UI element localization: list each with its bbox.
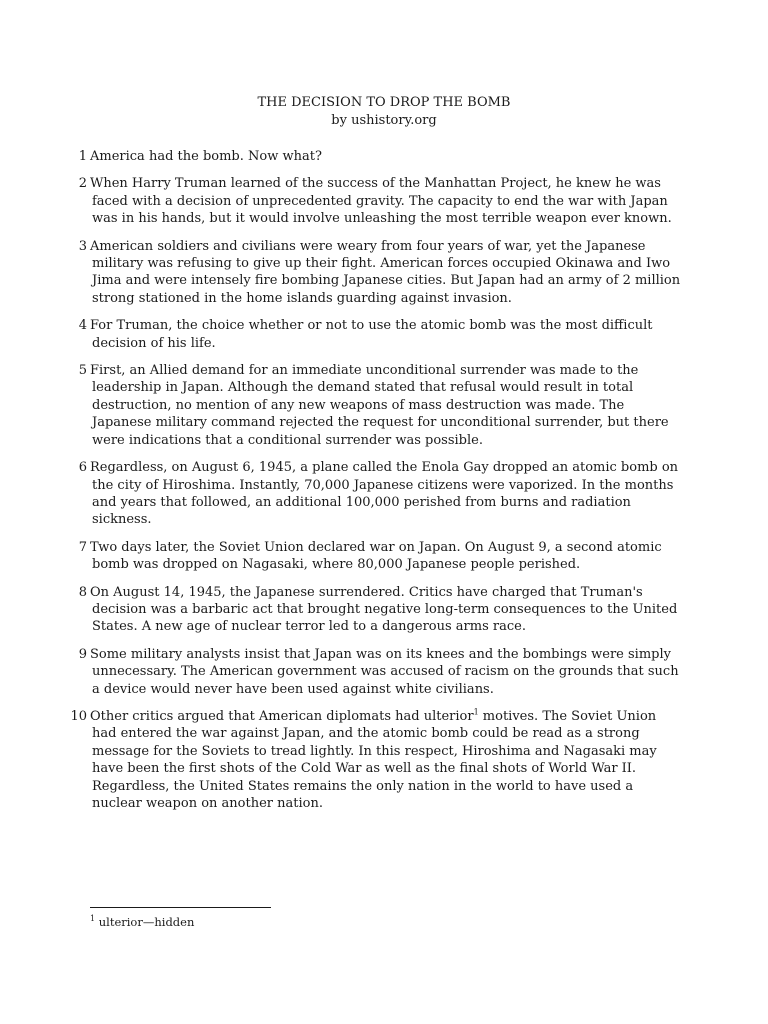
footnote-divider — [90, 907, 271, 908]
paragraph — [0, 459, 768, 529]
paragraph-text: On August 14, 1945, the Japanese surrendered. Critics have charged that Truman's decision was a barbaric act that brought negative long-term consequences to the United States. A new age of nuclear terror led to a dangerous arms race. — [90, 584, 678, 635]
paragraph — [0, 238, 768, 308]
paragraph-text: Two days later, the Soviet Union declared war on Japan. On August 9, a second atomic bomb was dropped on Nagasaki, where 80,000 Japanese people perished. — [90, 539, 662, 573]
document-header — [0, 94, 768, 130]
paragraph-number: 5 — [78, 363, 87, 379]
paragraph-text: Regardless, on August 6, 1945, a plane called the Enola Gay dropped an atomic bomb on the city of Hiroshima. Instantly, 70,000 Japanese citizens were vaporized. In the months and years that followed, an additional 100,000 perished from burns and radiation sickness. — [90, 460, 679, 528]
footnote-text: ulterior—hidden — [95, 915, 195, 929]
paragraph-text: Some military analysts insist that Japan was on its knees and the bombings were simply unnecessary. The American government was accused of racism on the grounds that such a device would never have been used against white civilians. — [90, 646, 679, 697]
paragraph-number: 10 — [70, 708, 87, 724]
paragraph — [0, 584, 768, 636]
paragraph-number: 8 — [78, 584, 87, 600]
paragraph-number: 6 — [78, 460, 87, 476]
paragraph-number: 1 — [78, 149, 87, 164]
paragraph-text: America had the bomb. Now what? — [90, 149, 322, 164]
footnote-mark: 1 — [90, 914, 96, 924]
paragraph — [0, 175, 768, 227]
paragraph-list — [0, 148, 768, 822]
footnote-reference: 1 — [473, 707, 479, 717]
paragraph-number: 2 — [78, 176, 87, 192]
paragraph — [0, 148, 768, 165]
paragraph — [0, 708, 768, 812]
paragraph — [0, 317, 768, 352]
paragraph — [0, 539, 768, 574]
paragraph-text: First, an Allied demand for an immediate unconditional surrender was made to the leadership in Japan. Although the demand stated that refusal would result in total destruction, no mention of any new weapons of mass destruction was made. The Japanese military command rejected the request for unconditional surrender, but there were indications that a conditional surrender was possible. — [90, 363, 669, 448]
paragraph-number: 9 — [78, 646, 87, 662]
document-byline: by ushistory.org — [331, 113, 437, 128]
footnote — [90, 914, 194, 930]
paragraph-text: American soldiers and civilians were weary from four years of war, yet the Japanese military was refusing to give up their fight. American forces occupied Okinawa and Iwo Jima and were intensely fire bombing Japanese cities. But Japan had an army of 2 million strong stationed in the home islands guarding against invasion. — [90, 238, 681, 306]
paragraph-number: 7 — [78, 539, 87, 555]
paragraph-text: When Harry Truman learned of the success of the Manhattan Project, he knew he was faced with a decision of unprecedented gravity. The capacity to end the war with Japan was in his hands, but it would involve unleashing the most terrible weapon ever known. — [90, 176, 672, 227]
paragraph-text: Other critics argued that American diplomats had ulterior$^1$ motives. The Soviet Union had entered the war against Japan, and the atomic bomb could be read as a strong message for the Soviets to tread lightly. In this respect, Hiroshima and Nagasaki may have been the first shots of the Cold War as well as the final shots of World War II. Regardless, the United States remains the only nation in the world to have used a nuclear weapon on another nation. — [90, 707, 657, 811]
paragraph — [0, 362, 768, 449]
paragraph — [0, 646, 768, 698]
paragraph-number: 4 — [78, 318, 87, 334]
document-title: THE DECISION TO DROP THE BOMB — [257, 95, 511, 110]
paragraph-number: 3 — [78, 238, 87, 254]
paragraph-text: For Truman, the choice whether or not to use the atomic bomb was the most difficult decision of his life. — [90, 318, 653, 351]
